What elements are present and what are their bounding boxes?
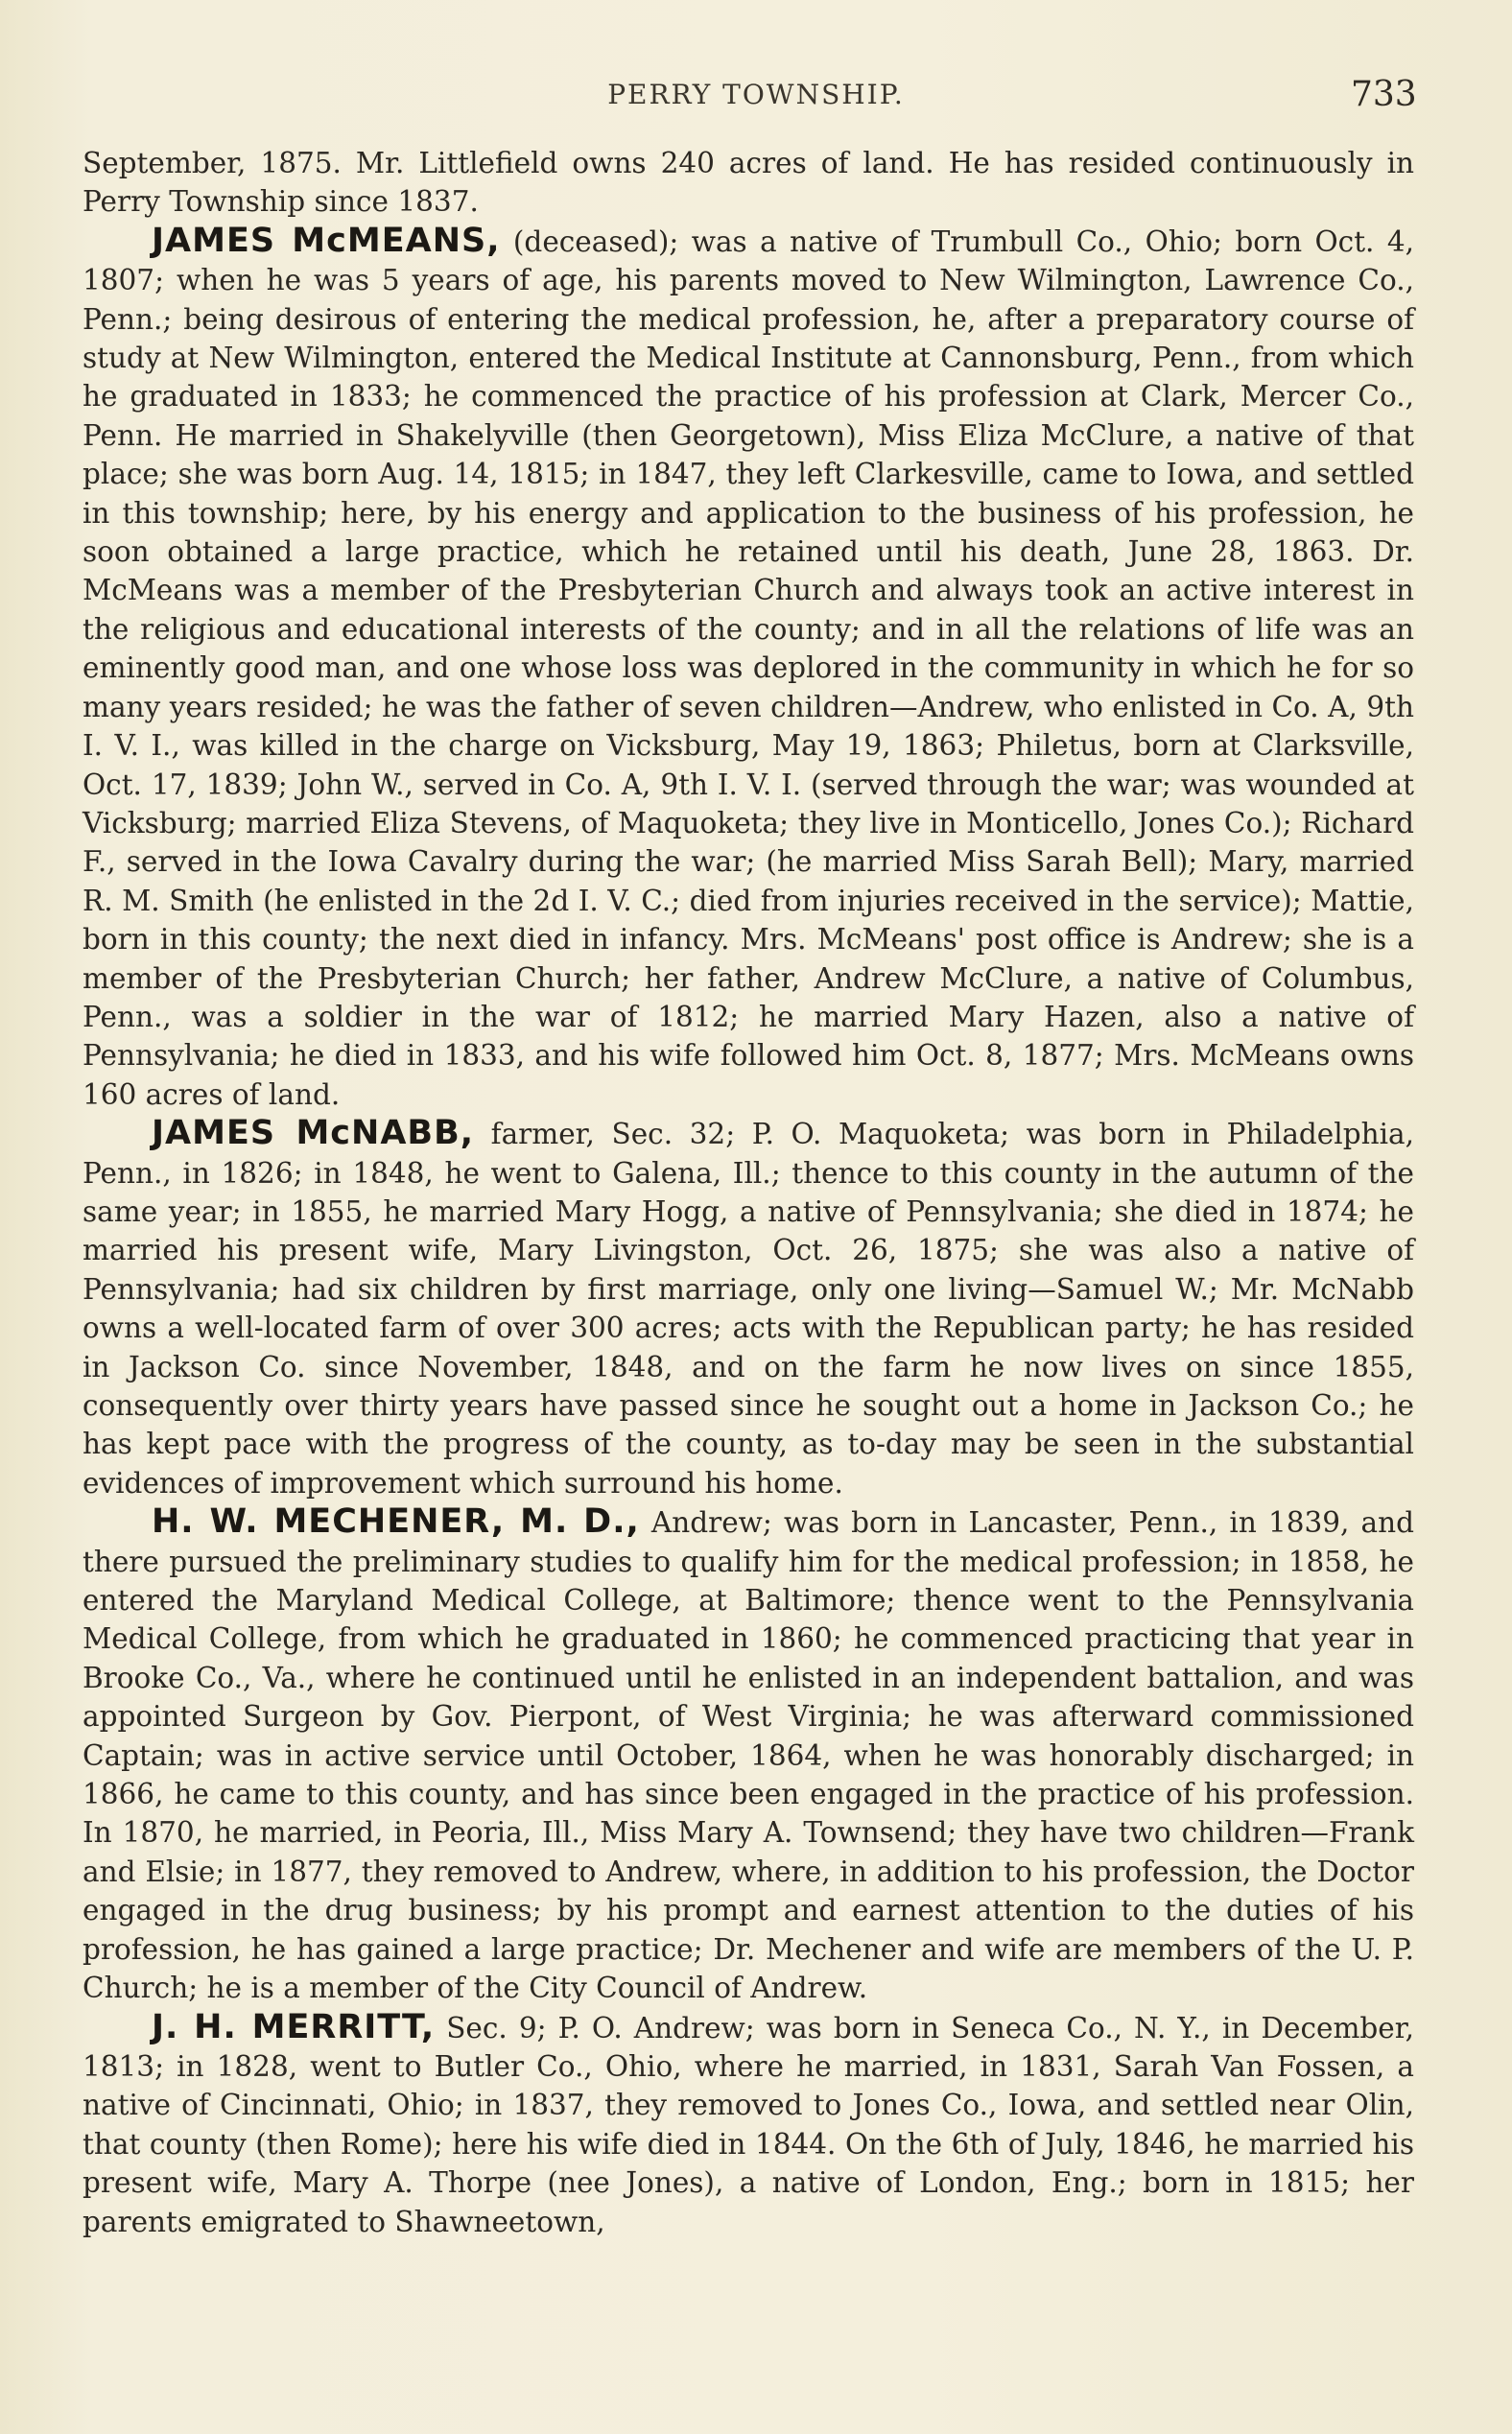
paragraph-text: September, 1875. Mr. Littlefield owns 240 acres of land. He has resided continuously in Perry Township since 1837.	[83, 147, 1414, 219]
entry-text: Sec. 9; P. O. Andrew; was born in Seneca Co., N. Y., in December, 1813; in 1828, went to Butler Co., Ohio, where he married, in 1831, Sarah Van Fossen, a native of Cincinnati, Ohio; in 1837, they removed to Jones Co., Iowa, and settled near Olin, that county (then Rome); here his wife died in 1844. On the 6th of July, 1846, he married his present wife, Mary A. Thorpe (nee Jones), a native of London, Eng.; born in 1815; her parents emigrated to Shawneetown,	[83, 2011, 1414, 2238]
page-number: 733	[1351, 75, 1417, 114]
entry-mcmeans	[83, 222, 1414, 1114]
entry-mechener	[83, 1502, 1414, 2007]
entry-name: J. H. MERRITT,	[152, 2007, 436, 2046]
entry-text: (deceased); was a native of Trumbull Co., Ohio; born Oct. 4, 1807; when he was 5 years of age, his parents moved to New Wilmington, Lawrence Co., Penn.; being desirous of entering the medical profession, he, after a preparatory course of study at New Wilmington, entered the Medical Institute at Cannonsburg, Penn., from which he graduated in 1833; he commenced the practice of his profession at Clark, Mercer Co., Penn. He married in Shakelyville (then Georgetown), Miss Eliza McClure, a native of that place; she was born Aug. 14, 1815; in 1847, they left Clarkesville, came to Iowa, and settled in this township; here, by his energy and application to the business of his profession, he soon obtained a large practice, which he retained until his death, June 28, 1863. Dr. McMeans was a member of the Presbyterian Church and always took an active interest in the religious and educational interests of the county; and in all the relations of life was an eminently good man, and one whose loss was deplored in the community in which he for so many years resided; he was the father of seven children—Andrew, who enlisted in Co. A, 9th I. V. I., was killed in the charge on Vicksburg, May 19, 1863; Philetus, born at Clarksville, Oct. 17, 1839; John W., served in Co. A, 9th I. V. I. (served through the war; was wounded at Vicksburg; married Eliza Stevens, of Maquoketa; they live in Monticello, Jones Co.); Richard F., served in the Iowa Cavalry during the war; (he married Miss Sarah Bell); Mary, married R. M. Smith (he enlisted in the 2d I. V. C.; died from injuries received in the service); Mattie, born in this county; the next died in infancy. Mrs. McMeans' post office is Andrew; she is a member of the Presbyterian Church; her father, Andrew McClure, a native of Columbus, Penn., was a soldier in the war of 1812; he married Mary Hazen, also a native of Pennsylvania; he died in 1833, and his wife followed him Oct. 8, 1877; Mrs. McMeans owns 160 acres of land.	[83, 224, 1415, 1111]
running-header: PERRY TOWNSHIP.	[607, 79, 905, 110]
page-body	[83, 144, 1414, 2241]
entry-name: JAMES McMEANS,	[152, 221, 501, 260]
entry-text: Andrew; was born in Lancaster, Penn., in 1839, and there pursued the preliminary studies to qualify him for the medical profession; in 1858, he entered the Maryland Medical College, at Baltimore; thence went to the Pennsylvania Medical College, from which he graduated in 1860; he commenced practicing that year in Brooke Co., Va., where he continued until he enlisted in an independent battalion, and was appointed Surgeon by Gov. Pierpont, of West Virginia; he was afterward commissioned Captain; was in active service until October, 1864, when he was honorably discharged; in 1866, he came to this county, and has since been engaged in the practice of his profession. In 1870, he married, in Peoria, Ill., Miss Mary A. Townsend; they have two children—Frank and Elsie; in 1877, they removed to Andrew, where, in addition to his profession, the Doctor engaged in the drug business; by his prompt and earnest attention to the duties of his profession, he has gained a large practice; Dr. Mechener and wife are members of the U. P. Church; he is a member of the City Council of Andrew.	[83, 1506, 1414, 2005]
entry-merritt	[83, 2008, 1414, 2241]
entry-text: farmer, Sec. 32; P. O. Maquoketa; was born in Philadelphia, Penn., in 1826; in 1848, he went to Galena, Ill.; thence to this county in the autumn of the same year; in 1855, he married Mary Hogg, a native of Pennsylvania; she died in 1874; he married his present wife, Mary Livingston, Oct. 26, 1875; she was also a native of Pennsylvania; had six children by first marriage, only one living—Samuel W.; Mr. McNabb owns a well-located farm of over 300 acres; acts with the Republican party; he has resided in Jackson Co. since November, 1848, and on the farm he now lives on since 1855, consequently over thirty years have passed since he sought out a home in Jackson Co.; he has kept pace with the progress of the county, as to-day may be seen in the substantial evidences of improvement which surround his home.	[83, 1118, 1414, 1500]
entry-name: H. W. MECHENER, M. D.,	[152, 1502, 640, 1542]
entry-name: JAMES McNABB,	[152, 1114, 475, 1153]
paragraph-continuation	[83, 144, 1414, 222]
entry-mcnabb	[83, 1114, 1414, 1502]
